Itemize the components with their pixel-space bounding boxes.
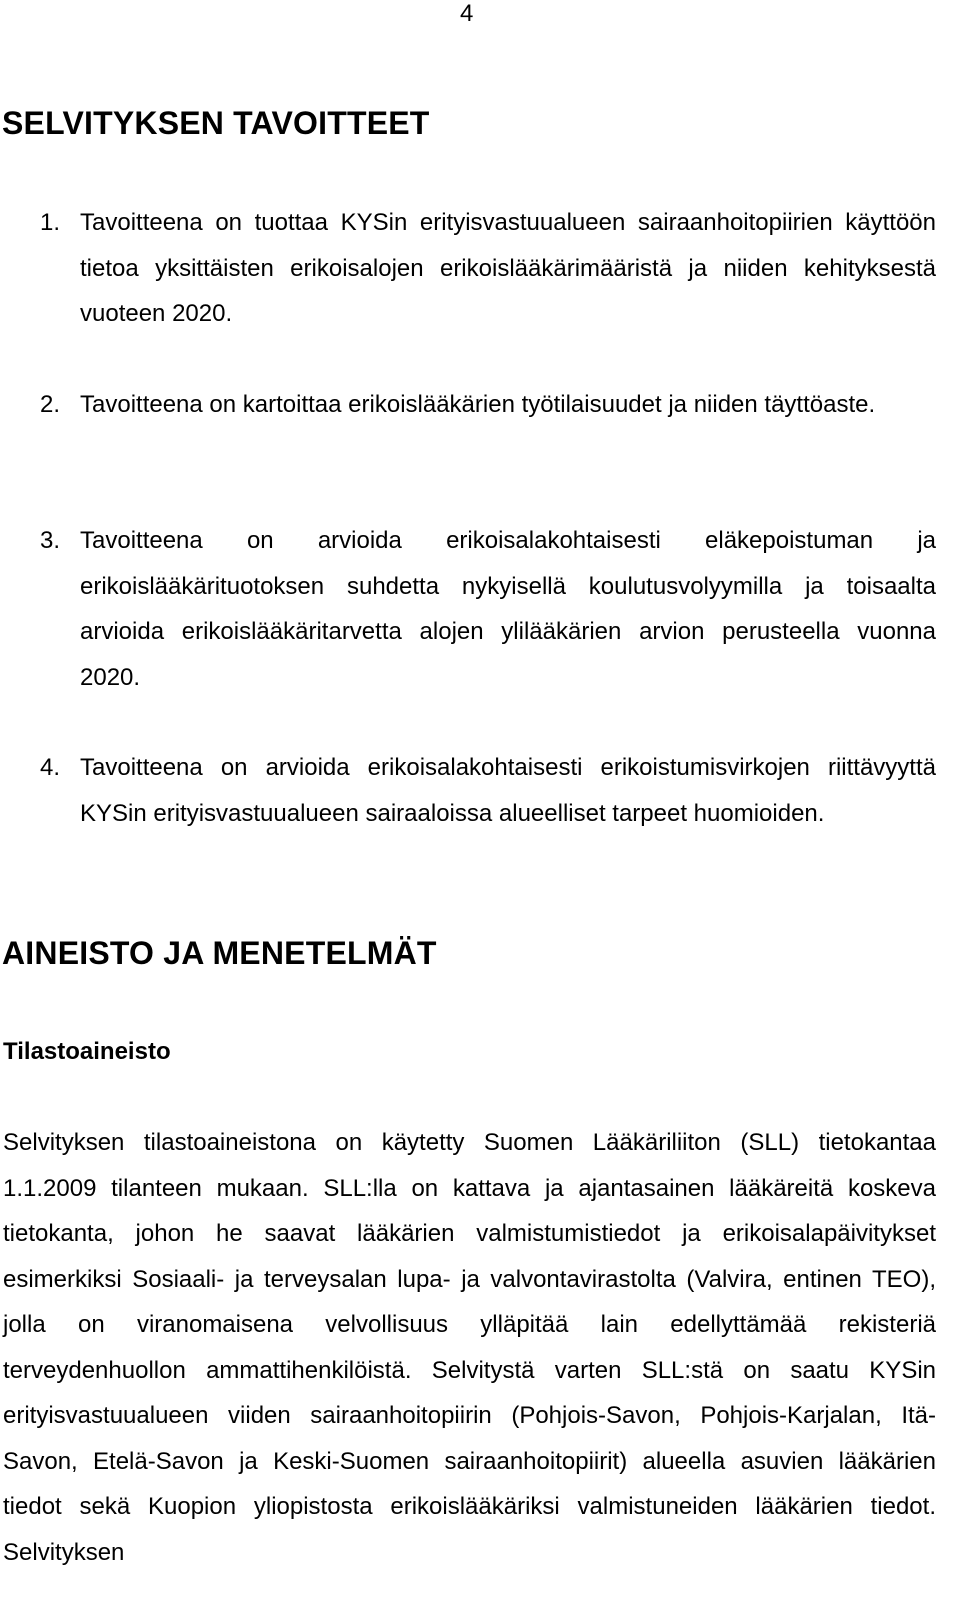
objective-number: 1. [40,209,61,236]
objective-item [40,518,936,700]
body-paragraph: Selvityksen tilastoaineistona on käytetty Suomen Lääkäriliiton (SLL) tietokantaa 1.1.2009 tilanteen mukaan. SLL:lla on kattava ja ajantasainen lääkäreitä koskeva tietokanta, johon he saavat lääkärien valmistumistiedot ja erikoisalapäivitykset esimerkiksi Sosiaali- ja terveysalan lupa- ja valvontavirastolta (Valvira, entinen TEO), jolla on viranomaisena velvollisuus ylläpitää lain edellyttämää rekisteriä terveydenhuollon ammattihenkilöistä. Selvitystä varten SLL:stä on saatu KYSin erityisvastuualueen viiden sairaanhoitopiirin (Pohjois-Savon, Pohjois-Karjalan, Itä-Savon, Etelä-Savon ja Keski-Suomen sairaanhoitopiirit) alueella asuvien lääkärien tiedot sekä Kuopion yliopistosta erikoislääkäriksi valmistuneiden lääkärien tiedot. Selvityksen [3,1129,936,1566]
objective-number: 3. [40,527,61,554]
objective-text: Tavoitteena on arvioida erikoisalakohtaisesti eläkepoistuman ja erikoislääkärituotoksen suhdetta nykyisellä koulutusvolyymilla ja toisaalta arvioida erikoislääkäritarvetta alojen ylilääkärien arvion perusteella vuonna 2020. [80,527,936,691]
objective-item [40,382,936,428]
section-title-objectives: SELVITYKSEN TAVOITTEET [2,105,430,141]
section-title-materials-methods: AINEISTO JA MENETELMÄT [2,935,437,971]
objective-item [40,745,936,836]
objective-item [40,200,936,337]
objective-text: Tavoitteena on tuottaa KYSin erityisvastuualueen sairaanhoitopiirien käyttöön tietoa yksittäisten erikoisalojen erikoislääkärimääristä ja niiden kehityksestä vuoteen 2020. [80,209,936,327]
objective-text: Tavoitteena on arvioida erikoisalakohtaisesti erikoistumisvirkojen riittävyyttä KYSin erityisvastuualueen sairaaloissa alueelliset tarpeet huomioiden. [80,754,936,827]
page-number: 4 [460,0,474,27]
objective-number: 4. [40,754,61,781]
subsection-title-statistics: Tilastoaineisto [3,1038,171,1065]
objective-text: Tavoitteena on kartoittaa erikoislääkärien työtilaisuudet ja niiden täyttöaste. [80,391,876,418]
objective-number: 2. [40,391,61,418]
